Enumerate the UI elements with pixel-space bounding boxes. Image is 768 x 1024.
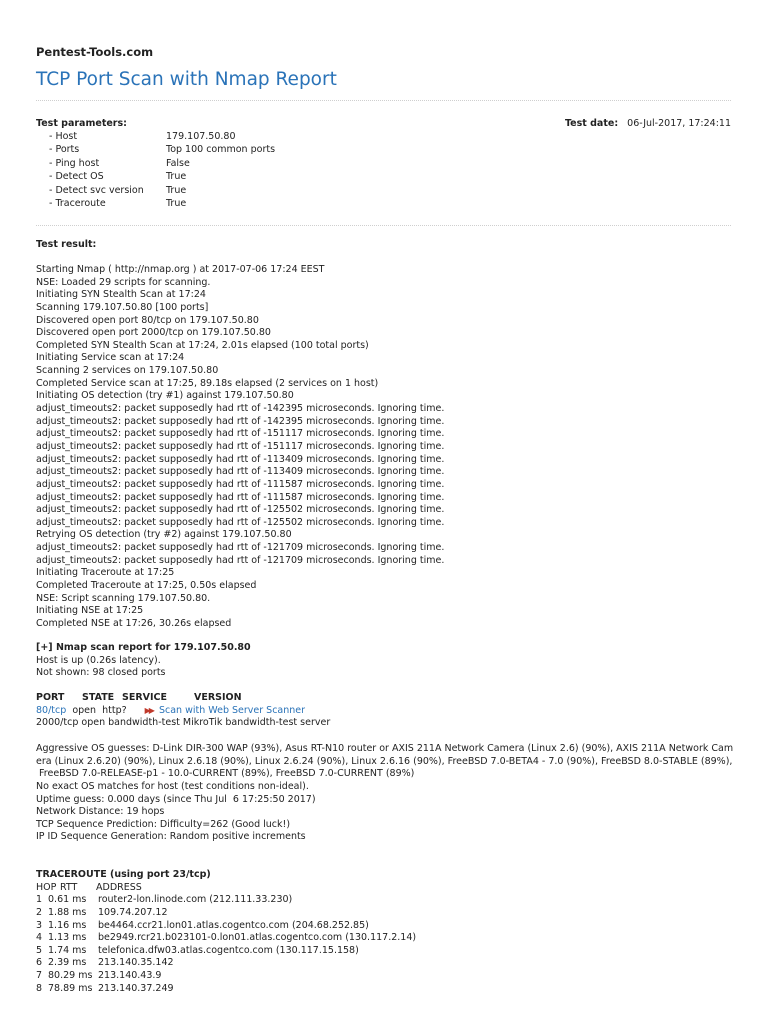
port-row bbox=[36, 705, 731, 718]
report-line: Host is up (0.26s latency). bbox=[36, 654, 161, 666]
param-key: - Ping host bbox=[49, 157, 100, 169]
hop-rtt: 0.61 ms bbox=[48, 894, 87, 906]
report-line: Not shown: 98 closed ports bbox=[36, 667, 166, 679]
col-state: STATE bbox=[82, 692, 115, 703]
test-date-label: Test date: bbox=[564, 118, 619, 129]
log-line: adjust_timeouts2: packet supposedly had rtt of -151117 microseconds. Ignoring time. bbox=[36, 428, 445, 440]
hop-number: 1 bbox=[36, 894, 43, 906]
log-line: adjust_timeouts2: packet supposedly had rtt of -142395 microseconds. Ignoring time. bbox=[36, 403, 445, 415]
log-line: adjust_timeouts2: packet supposedly had rtt of -125502 microseconds. Ignoring time. bbox=[36, 516, 445, 528]
param-key: - Ports bbox=[49, 144, 80, 156]
hop-number: 3 bbox=[36, 919, 43, 931]
hop-number: 2 bbox=[36, 906, 43, 918]
os-detection bbox=[36, 743, 734, 844]
log-line: Completed NSE at 17:26, 30.26s elapsed bbox=[36, 617, 232, 629]
os-line: IP ID Sequence Generation: Random positive increments bbox=[36, 831, 306, 843]
hop-number: 7 bbox=[36, 970, 43, 982]
param-value: True bbox=[166, 184, 187, 196]
port-row: 2000/tcp open bandwidth-test MikroTik bandwidth-test server bbox=[36, 717, 331, 729]
log-line: Completed Service scan at 17:25, 89.18s elapsed (2 services on 1 host) bbox=[36, 377, 379, 389]
ports-header bbox=[36, 692, 731, 705]
hop-row bbox=[36, 907, 731, 920]
report-page bbox=[36, 0, 734, 994]
hop-rtt: 1.16 ms bbox=[48, 919, 87, 931]
os-guess: FreeBSD 7.0-RELEASE-p1 - 10.0-CURRENT (89%), FreeBSD 7.0-CURRENT (89%) bbox=[36, 768, 415, 780]
param-row bbox=[36, 197, 731, 210]
hop-rtt: 1.13 ms bbox=[48, 932, 87, 944]
param-key: - Detect OS bbox=[49, 171, 104, 183]
brand-name: Pentest-Tools.com bbox=[36, 45, 154, 59]
log-line: Initiating SYN Stealth Scan at 17:24 bbox=[36, 289, 206, 301]
test-parameters bbox=[36, 117, 731, 210]
log-line: Initiating OS detection (try #1) against 179.107.50.80 bbox=[36, 390, 294, 402]
hop-rtt: 1.88 ms bbox=[48, 906, 87, 918]
hop-number: 6 bbox=[36, 957, 43, 969]
log-line: Initiating Traceroute at 17:25 bbox=[36, 567, 175, 579]
os-guess: Aggressive OS guesses: D-Link DIR-300 WAP (93%), Asus RT-N10 router or AXIS 211A Network Camera (Linux 2.6) (90%), AXIS 211A Network Cam bbox=[36, 743, 734, 754]
log-line: Starting Nmap ( http://nmap.org ) at 2017-07-06 17:24 EEST bbox=[36, 264, 325, 275]
log-line: Retrying OS detection (try #2) against 179.107.50.80 bbox=[36, 529, 292, 541]
param-key: - Detect svc version bbox=[49, 184, 144, 196]
os-line: No exact OS matches for host (test conditions non-ideal). bbox=[36, 780, 309, 792]
traceroute-header bbox=[36, 882, 731, 895]
col-hop: HOP bbox=[36, 881, 57, 893]
log-line: adjust_timeouts2: packet supposedly had rtt of -121709 microseconds. Ignoring time. bbox=[36, 554, 445, 566]
param-row bbox=[36, 170, 731, 183]
hop-address: 213.140.43.9 bbox=[98, 970, 162, 982]
hop-row bbox=[36, 957, 731, 970]
scan-report bbox=[36, 642, 731, 680]
param-row bbox=[36, 143, 731, 156]
log-line: Completed SYN Stealth Scan at 17:24, 2.01s elapsed (100 total ports) bbox=[36, 339, 369, 351]
test-date bbox=[565, 117, 731, 130]
port-service: http? bbox=[102, 704, 127, 716]
log-line: Initiating Service scan at 17:24 bbox=[36, 352, 185, 364]
col-version: VERSION bbox=[194, 692, 242, 703]
log-line: adjust_timeouts2: packet supposedly had rtt of -113409 microseconds. Ignoring time. bbox=[36, 453, 445, 465]
hop-row bbox=[36, 932, 731, 945]
scan-log bbox=[36, 264, 731, 631]
os-line: TCP Sequence Prediction: Difficulty=262 (Good luck!) bbox=[36, 818, 291, 830]
col-port: PORT bbox=[36, 692, 65, 703]
hop-rtt: 78.89 ms bbox=[48, 982, 93, 994]
divider-mid bbox=[36, 225, 731, 226]
log-line: adjust_timeouts2: packet supposedly had rtt of -142395 microseconds. Ignoring time. bbox=[36, 415, 445, 427]
hop-rtt: 80.29 ms bbox=[48, 970, 93, 982]
col-service: SERVICE bbox=[122, 692, 167, 703]
param-value: False bbox=[166, 157, 190, 169]
hop-row bbox=[36, 894, 731, 907]
log-line: Completed Traceroute at 17:25, 0.50s elapsed bbox=[36, 580, 257, 592]
param-value: True bbox=[166, 171, 187, 183]
hop-address: telefonica.dfw03.atlas.cogentco.com (130.117.15.158) bbox=[98, 944, 359, 956]
double-arrow-icon: ▶▶ bbox=[144, 705, 153, 715]
log-line: adjust_timeouts2: packet supposedly had rtt of -121709 microseconds. Ignoring time. bbox=[36, 542, 445, 554]
hop-address: 213.140.35.142 bbox=[98, 957, 174, 969]
result-heading: Test result: bbox=[36, 239, 97, 250]
hop-address: 213.140.37.249 bbox=[98, 982, 174, 994]
param-row bbox=[36, 184, 731, 197]
param-value: 179.107.50.80 bbox=[166, 131, 236, 142]
hop-rtt: 2.39 ms bbox=[48, 957, 87, 969]
param-key: - Traceroute bbox=[49, 197, 106, 209]
test-date-value: 06-Jul-2017, 17:24:11 bbox=[627, 118, 731, 129]
log-line: NSE: Loaded 29 scripts for scanning. bbox=[36, 276, 211, 288]
traceroute bbox=[36, 869, 731, 995]
port-state: open bbox=[72, 704, 97, 716]
report-heading: [+] Nmap scan report for 179.107.50.80 bbox=[36, 642, 251, 653]
hop-row bbox=[36, 970, 731, 983]
param-key: - Host bbox=[49, 131, 78, 142]
scan-web-server-link[interactable]: Scan with Web Server Scanner bbox=[158, 704, 306, 716]
col-rtt: RTT bbox=[60, 881, 78, 893]
hop-address: be2949.rcr21.b023101-0.lon01.atlas.cogentco.com (130.117.2.14) bbox=[98, 932, 417, 944]
hop-number: 8 bbox=[36, 982, 43, 994]
col-address: ADDRESS bbox=[96, 881, 142, 893]
log-line: Scanning 2 services on 179.107.50.80 bbox=[36, 365, 219, 377]
hop-address: router2-lon.linode.com (212.111.33.230) bbox=[98, 894, 293, 906]
log-line: adjust_timeouts2: packet supposedly had rtt of -111587 microseconds. Ignoring time. bbox=[36, 491, 445, 503]
log-line: adjust_timeouts2: packet supposedly had rtt of -151117 microseconds. Ignoring time. bbox=[36, 440, 445, 452]
traceroute-heading: TRACEROUTE (using port 23/tcp) bbox=[36, 869, 211, 880]
log-line: adjust_timeouts2: packet supposedly had rtt of -111587 microseconds. Ignoring time. bbox=[36, 478, 445, 490]
params-heading: Test parameters: bbox=[36, 118, 127, 129]
hop-address: be4464.ccr21.lon01.atlas.cogentco.com (204.68.252.85) bbox=[98, 919, 369, 931]
param-value: True bbox=[166, 197, 187, 209]
param-value: Top 100 common ports bbox=[166, 144, 276, 156]
hop-row bbox=[36, 945, 731, 958]
ports-table bbox=[36, 692, 731, 730]
param-row bbox=[36, 157, 731, 170]
os-line: Uptime guess: 0.000 days (since Thu Jul 6 17:25:50 2017) bbox=[36, 793, 316, 805]
hop-row bbox=[36, 983, 731, 996]
hop-rtt: 1.74 ms bbox=[48, 944, 87, 956]
report-title: TCP Port Scan with Nmap Report bbox=[36, 69, 337, 90]
log-line: adjust_timeouts2: packet supposedly had rtt of -125502 microseconds. Ignoring time. bbox=[36, 504, 445, 516]
hop-number: 4 bbox=[36, 932, 43, 944]
os-guess: era (Linux 2.6.20) (90%), Linux 2.6.18 (90%), Linux 2.6.24 (90%), Linux 2.6.16 (90%), FreeBSD 7.0-BETA4 - 7.0 (90%), FreeBSD 8.0-STABLE (89%), bbox=[36, 755, 733, 767]
log-line: Initiating NSE at 17:25 bbox=[36, 605, 144, 617]
os-line: Network Distance: 19 hops bbox=[36, 806, 165, 818]
divider-top bbox=[36, 100, 731, 101]
log-line: adjust_timeouts2: packet supposedly had rtt of -113409 microseconds. Ignoring time. bbox=[36, 466, 445, 478]
log-line: Scanning 179.107.50.80 [100 ports] bbox=[36, 301, 209, 313]
port-link[interactable]: 80/tcp bbox=[36, 704, 67, 716]
log-line: Discovered open port 2000/tcp on 179.107.50.80 bbox=[36, 327, 271, 339]
param-row bbox=[36, 130, 731, 143]
log-line: Discovered open port 80/tcp on 179.107.50.80 bbox=[36, 314, 259, 326]
hop-number: 5 bbox=[36, 944, 43, 956]
hop-address: 109.74.207.12 bbox=[98, 906, 168, 918]
hop-row bbox=[36, 920, 731, 933]
log-line: NSE: Script scanning 179.107.50.80. bbox=[36, 592, 211, 604]
